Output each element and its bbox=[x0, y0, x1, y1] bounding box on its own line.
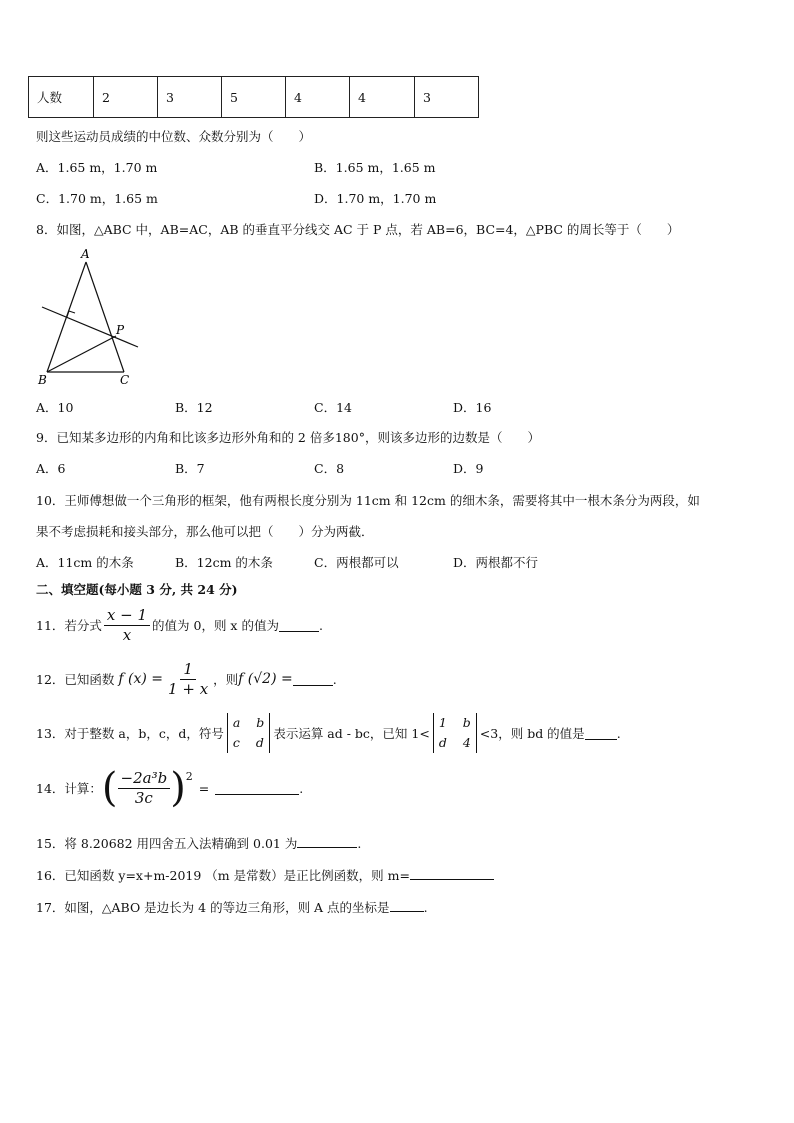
det-entry: a bbox=[232, 715, 241, 730]
table-cell: 2 bbox=[94, 77, 158, 118]
q12-fraction bbox=[165, 660, 211, 699]
q13 bbox=[36, 713, 621, 753]
label-a: A bbox=[81, 247, 90, 261]
q7-option-d: D．1.70 m，1.70 m bbox=[314, 191, 437, 206]
answer-blank[interactable] bbox=[410, 867, 494, 880]
det-entry: c bbox=[232, 735, 240, 750]
q12-denominator: 1 + x bbox=[168, 679, 209, 698]
right-paren: ) bbox=[170, 765, 186, 811]
table-cell: 3 bbox=[415, 77, 479, 118]
q14-end: . bbox=[299, 780, 304, 796]
q17-text: 17．如图，△ABO 是边长为 4 的等边三角形，则 A 点的坐标是 bbox=[36, 900, 390, 915]
q11 bbox=[36, 606, 323, 645]
q12-numerator: 1 bbox=[180, 660, 196, 680]
q11-denominator: x bbox=[122, 625, 132, 644]
q9-option-d: D．9 bbox=[453, 461, 484, 476]
label-b: B bbox=[38, 373, 47, 387]
q12 bbox=[36, 660, 337, 699]
q13-determinant-1bd4 bbox=[433, 713, 477, 753]
det-row bbox=[439, 713, 471, 733]
q13-end: . bbox=[616, 725, 621, 741]
det-entry: 4 bbox=[462, 735, 471, 750]
table-row bbox=[29, 77, 479, 118]
q12-prefix: 12．已知函数 bbox=[36, 672, 115, 688]
score-table bbox=[28, 76, 479, 118]
q13-suffix: <3，则 bd 的值是 bbox=[479, 726, 585, 741]
q9-option-b: B．7 bbox=[175, 461, 205, 476]
q14-numerator: −2a³b bbox=[118, 769, 171, 789]
q14-equals: = bbox=[198, 780, 210, 796]
q11-suffix: 的值为 0，则 x 的值为 bbox=[152, 618, 279, 634]
q12-end: . bbox=[332, 671, 337, 687]
q8-option-a: A．10 bbox=[36, 400, 74, 415]
label-c: C bbox=[120, 373, 130, 387]
q8-option-c: C．14 bbox=[314, 400, 352, 415]
q11-numerator: x − 1 bbox=[104, 606, 150, 626]
q17-end: . bbox=[423, 900, 428, 915]
q12-fx: f (x) = bbox=[118, 671, 164, 688]
q11-end: . bbox=[318, 617, 323, 633]
det-entry: 1 bbox=[438, 715, 447, 730]
q14-fraction bbox=[118, 769, 171, 808]
det-row bbox=[233, 713, 264, 733]
det-row bbox=[233, 733, 264, 753]
q11-fraction bbox=[104, 606, 150, 645]
answer-blank[interactable] bbox=[297, 835, 357, 848]
det-entry: d bbox=[255, 735, 264, 750]
table-row-label: 人数 bbox=[29, 77, 94, 118]
q7-option-b: B．1.65 m，1.65 m bbox=[314, 160, 436, 175]
q16-text: 16．已知函数 y=x+m-2019 （m 是常数）是正比例函数，则 m= bbox=[36, 868, 410, 883]
q11-prefix: 11．若分式 bbox=[36, 618, 102, 634]
answer-blank[interactable] bbox=[390, 899, 424, 912]
q12-fsqrt: f (√2) = bbox=[238, 671, 293, 688]
q7-option-c: C．1.70 m，1.65 m bbox=[36, 191, 158, 206]
q10-option-c: C．两根都可以 bbox=[314, 555, 399, 570]
q7-stem: 则这些运动员成绩的中位数、众数分别为（ ） bbox=[36, 129, 312, 144]
q9-option-c: C．8 bbox=[314, 461, 345, 476]
det-entry: b bbox=[462, 715, 471, 730]
table-cell: 3 bbox=[158, 77, 222, 118]
det-row bbox=[439, 733, 471, 753]
q8-stem: 8．如图，△ABC 中，AB=AC，AB 的垂直平分线交 AC 于 P 点，若 AB=6，BC=4，△PBC 的周长等于（ ） bbox=[36, 222, 680, 237]
q13-prefix: 13．对于整数 a，b，c，d，符号 bbox=[36, 726, 224, 741]
side-ac bbox=[86, 262, 124, 372]
q15 bbox=[36, 834, 361, 852]
q10-line1: 10．王师傅想做一个三角形的框架，他有两根长度分别为 11cm 和 12cm 的细木条，需要将其中一根木条分为两段，如 bbox=[36, 493, 700, 508]
q15-text: 15．将 8.20682 用四舍五入法精确到 0.01 为 bbox=[36, 836, 298, 851]
q14 bbox=[36, 765, 304, 811]
q12-mid: ，则 bbox=[213, 672, 239, 688]
label-p: P bbox=[116, 323, 125, 337]
table-cell: 5 bbox=[222, 77, 286, 118]
left-paren: ( bbox=[101, 765, 118, 811]
q10-option-d: D．两根都不行 bbox=[453, 555, 539, 570]
q14-power: 2 bbox=[185, 770, 193, 783]
det-entry: b bbox=[256, 715, 265, 730]
table-cell: 4 bbox=[286, 77, 350, 118]
table-cell: 4 bbox=[350, 77, 415, 118]
answer-blank[interactable] bbox=[279, 619, 319, 632]
q13-mid: 表示运算 ad - bc，已知 1< bbox=[273, 726, 430, 741]
triangle-figure bbox=[30, 244, 150, 390]
q17 bbox=[36, 898, 428, 916]
q7-option-a: A．1.65 m，1.70 m bbox=[36, 160, 158, 175]
section-title: 二、填空题(每小题 3 分, 共 24 分) bbox=[36, 582, 238, 597]
det-entry: d bbox=[438, 735, 447, 750]
q13-determinant-abcd bbox=[227, 713, 270, 753]
q9-option-a: A．6 bbox=[36, 461, 66, 476]
q14-prefix: 14．计算： bbox=[36, 781, 102, 796]
q10-option-a: A．11cm 的木条 bbox=[36, 555, 134, 570]
q16 bbox=[36, 866, 494, 884]
answer-blank[interactable] bbox=[293, 673, 333, 686]
q8-option-b: B．12 bbox=[175, 400, 213, 415]
q9-stem: 9．已知某多边形的内角和比该多边形外角和的 2 倍多180°，则该多边形的边数是（ ） bbox=[36, 430, 540, 445]
q14-denominator: 3c bbox=[134, 788, 153, 807]
right-angle-mark bbox=[67, 311, 75, 317]
q10-option-b: B．12cm 的木条 bbox=[175, 555, 273, 570]
q10-line2: 果不考虑损耗和接头部分，那么他可以把（ ）分为两截． bbox=[36, 524, 374, 539]
answer-blank[interactable] bbox=[215, 782, 299, 795]
q15-end: . bbox=[357, 836, 362, 851]
q8-option-d: D．16 bbox=[453, 400, 492, 415]
answer-blank[interactable] bbox=[585, 727, 617, 740]
